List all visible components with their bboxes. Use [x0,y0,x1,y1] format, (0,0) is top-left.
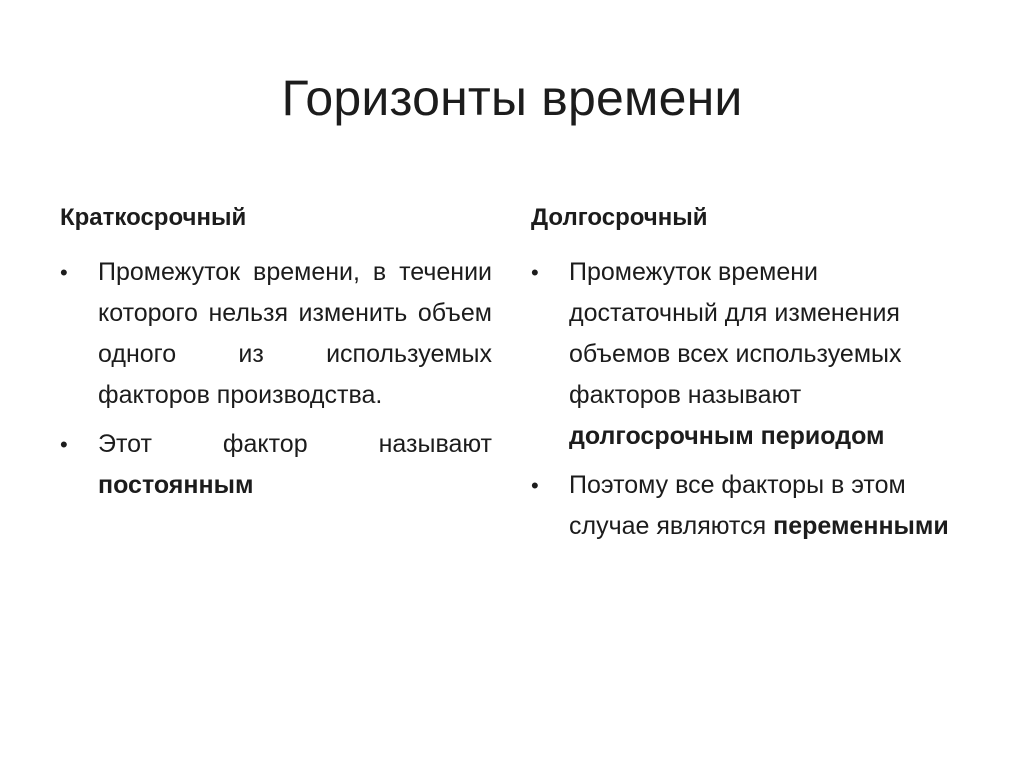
bullet-emphasis: переменными [773,512,949,540]
short-term-heading: Краткосрочный [60,204,247,231]
bullet-icon: • [60,432,68,457]
bullet-text: Промежуток времени, в течении которого нельзя изменить объем одного из используемых факторов производства. [98,258,492,409]
bullet-text: Поэтому все факторы в этом случае являются [569,471,906,540]
bullet-icon: • [531,473,539,498]
slide-title: Горизонты времени [281,70,743,126]
bullet-text: Промежуток времени достаточный для изменения объемов всех используемых факторов называют [569,258,902,409]
long-term-column [531,196,951,555]
list-item [531,252,951,457]
bullet-icon: • [60,260,68,285]
short-term-list [60,252,492,506]
list-item [60,252,492,416]
bullet-text: Этот фактор называют [98,430,492,458]
short-term-column [60,196,492,514]
list-item [531,465,951,547]
bullet-emphasis: постоянным [98,471,254,499]
long-term-list [531,252,951,547]
bullet-icon: • [531,260,539,285]
long-term-heading: Долгосрочный [531,204,708,231]
bullet-emphasis: долгосрочным периодом [569,422,885,450]
list-item [60,424,492,506]
